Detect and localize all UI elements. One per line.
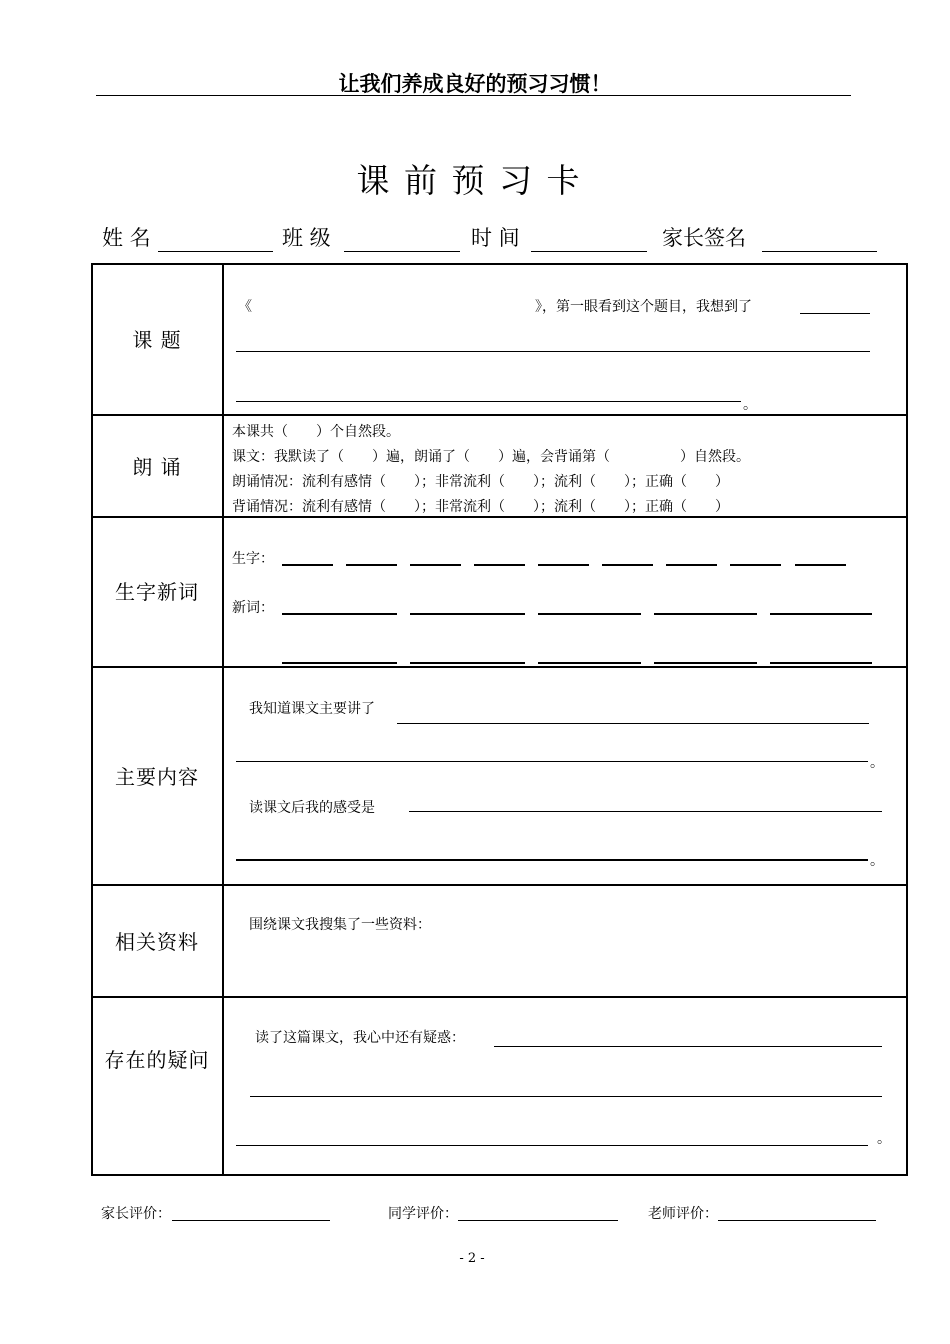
questions-answer-line[interactable] (236, 1145, 868, 1146)
content-prompt-2: 读课文后我的感受是 (249, 800, 375, 816)
reading-line-3: 朗诵情况：流利有感情（ ）；非常流利（ ）；流利（ ）；正确（ ） (232, 474, 729, 490)
new-char-blank[interactable] (795, 564, 846, 566)
materials-label: 相关资料 (115, 930, 199, 954)
new-word-blank[interactable] (410, 662, 525, 664)
time-label: 时 间 (471, 226, 520, 250)
topic-prompt: 》，第一眼看到这个题目，我想到了 (535, 299, 752, 315)
feeling-answer-line[interactable] (236, 859, 868, 861)
time-field[interactable] (531, 251, 647, 252)
name-field[interactable] (158, 251, 273, 252)
name-label: 姓 名 (102, 226, 151, 250)
new-word-blank[interactable] (410, 613, 525, 615)
page-number: - 2 - (459, 1251, 485, 1266)
materials-prompt: 围绕课文我搜集了一些资料： (249, 917, 431, 933)
reading-line-4: 背诵情况：流利有感情（ ）；非常流利（ ）；流利（ ）；正确（ ） (232, 499, 729, 515)
parent-signature-label: 家长签名 (662, 226, 746, 250)
topic-end-mark: 。 (743, 397, 757, 413)
topic-answer-line[interactable] (236, 401, 741, 402)
header-slogan: 让我们养成良好的预习习惯！ (338, 72, 612, 96)
new-char-blank[interactable] (474, 564, 525, 566)
topic-answer-line[interactable] (800, 313, 870, 314)
new-word-blank[interactable] (282, 662, 397, 664)
peer-evaluation-field[interactable] (458, 1220, 618, 1221)
new-char-blank[interactable] (730, 564, 781, 566)
topic-answer-line[interactable] (236, 351, 870, 352)
parent-evaluation-field[interactable] (172, 1220, 330, 1221)
new-words-label: 新词： (232, 600, 274, 616)
new-word-blank[interactable] (654, 613, 757, 615)
new-char-blank[interactable] (666, 564, 717, 566)
reading-line-1: 本课共（ ）个自然段。 (232, 424, 400, 440)
row-divider (91, 884, 906, 886)
questions-answer-line[interactable] (250, 1096, 882, 1097)
content-end-mark: 。 (870, 755, 884, 771)
content-label: 主要内容 (115, 765, 199, 789)
content-prompt-1: 我知道课文主要讲了 (249, 701, 375, 717)
new-word-blank[interactable] (654, 662, 757, 664)
new-word-blank[interactable] (538, 613, 641, 615)
reading-line-2: 课文：我默读了（ ）遍，朗诵了（ ）遍，会背诵第（ ）自然段。 (232, 449, 750, 465)
page-title: 课 前 预 习 卡 (356, 161, 582, 200)
topic-open-bracket: 《 (238, 299, 252, 315)
new-word-blank[interactable] (282, 613, 397, 615)
questions-label: 存在的疑问 (104, 1048, 210, 1072)
row-divider (91, 996, 906, 998)
teacher-evaluation-field[interactable] (718, 1220, 876, 1221)
preview-table (91, 263, 908, 1176)
row-divider (91, 516, 906, 518)
feeling-answer-line[interactable] (409, 811, 882, 812)
content-answer-line[interactable] (397, 723, 869, 724)
new-char-blank[interactable] (282, 564, 333, 566)
new-char-blank[interactable] (410, 564, 461, 566)
parent-evaluation-label: 家长评价： (101, 1206, 171, 1222)
header-rule (96, 95, 851, 96)
table-column-divider (222, 263, 224, 1174)
topic-label: 课 题 (132, 328, 182, 352)
content-answer-line[interactable] (236, 761, 868, 762)
new-chars-label: 生字： (232, 551, 274, 567)
new-char-blank[interactable] (346, 564, 397, 566)
new-word-blank[interactable] (770, 662, 872, 664)
vocab-label: 生字新词 (115, 580, 199, 604)
class-label: 班 级 (282, 226, 331, 250)
new-word-blank[interactable] (770, 613, 872, 615)
row-divider (91, 666, 906, 668)
reading-label: 朗 诵 (132, 455, 182, 479)
new-char-blank[interactable] (538, 564, 589, 566)
new-word-blank[interactable] (538, 662, 641, 664)
questions-end-mark: 。 (877, 1131, 891, 1147)
questions-prompt: 读了这篇课文，我心中还有疑惑： (255, 1030, 465, 1046)
parent-signature-field[interactable] (762, 251, 877, 252)
class-field[interactable] (344, 251, 460, 252)
feeling-end-mark: 。 (870, 853, 884, 869)
new-char-blank[interactable] (602, 564, 653, 566)
row-divider (91, 414, 906, 416)
peer-evaluation-label: 同学评价： (388, 1206, 458, 1222)
questions-answer-line[interactable] (494, 1046, 882, 1047)
teacher-evaluation-label: 老师评价： (648, 1206, 718, 1222)
